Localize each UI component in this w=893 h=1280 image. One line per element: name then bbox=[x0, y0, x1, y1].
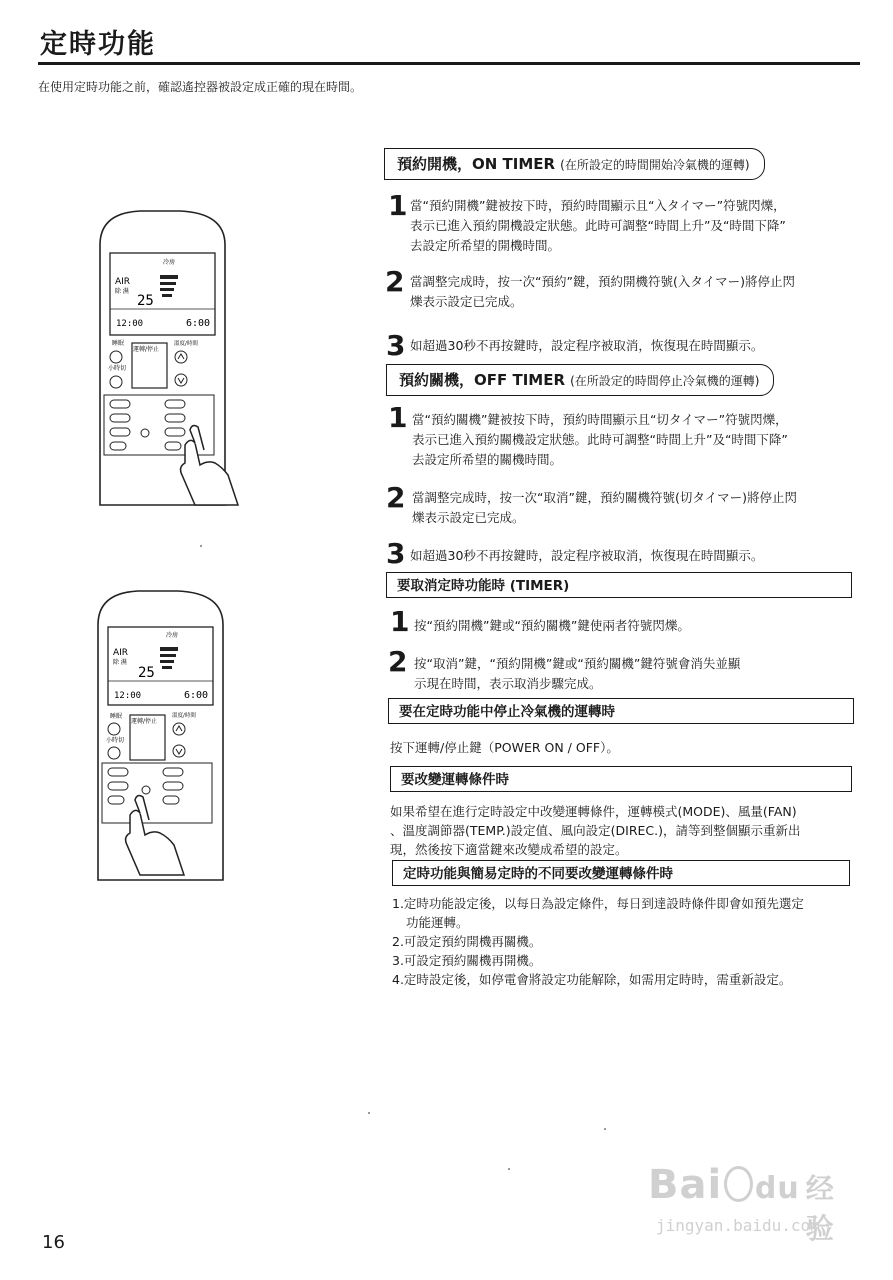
scan-speck bbox=[368, 1112, 370, 1114]
svg-text:除 濕: 除 濕 bbox=[113, 659, 127, 666]
on-step-1-number: 1 bbox=[388, 189, 408, 222]
scan-speck bbox=[508, 1168, 510, 1170]
scan-speck bbox=[200, 545, 202, 547]
watermark-brand: Bai bbox=[648, 1162, 723, 1208]
difference-heading: 定時功能與簡易定時的不同要改變運轉條件時 bbox=[392, 860, 850, 886]
svg-text:小時切: 小時切 bbox=[108, 365, 127, 372]
remote-top-label: 冷房 bbox=[163, 259, 176, 266]
difference-item-4: 4.定時設定後，如停電會將設定功能解除，如需用定時時，需重新設定。 bbox=[392, 972, 792, 987]
on-step-3-number: 3 bbox=[386, 329, 406, 362]
svg-text:AIR: AIR bbox=[113, 648, 129, 658]
svg-text:6:00: 6:00 bbox=[184, 690, 209, 701]
off-step-3-number: 3 bbox=[386, 537, 406, 570]
off-step-2-text: 當調整完成時，按一次“取消”鍵，預約關機符號(切タイマー)將停止閃 爍表示設定已完成。 bbox=[412, 490, 797, 525]
difference-item-3: 3.可設定預約關機再開機。 bbox=[392, 953, 542, 968]
change-conditions-heading: 要改變運轉條件時 bbox=[390, 766, 852, 792]
difference-item-1: 1.定時功能設定後，以每日為設定條件，每日到達設時條件即會如預先選定 bbox=[392, 896, 804, 911]
remote-air-sub: 除 濕 bbox=[115, 288, 129, 295]
cancel-timer-heading: 要取消定時功能時 (TIMER) bbox=[386, 572, 852, 598]
watermark-word: 经验 bbox=[805, 1172, 834, 1245]
svg-text:25: 25 bbox=[138, 665, 155, 681]
off-timer-heading: 預約關機，OFF TIMER (在所設定的時間停止冷氣機的運轉) bbox=[386, 364, 774, 396]
cancel-step-1-text: 按“預約開機”鍵或“預約關機”鍵使兩者符號閃爍。 bbox=[414, 618, 690, 633]
cancel-step-2-text: 按“取消”鍵，“預約開機”鍵或“預約關機”鍵符號會消失並顯 示現在時間，表示取消步驟完成。 bbox=[414, 656, 741, 691]
remote-time-left: 12:00 bbox=[116, 319, 144, 329]
svg-text:睡眠: 睡眠 bbox=[112, 340, 125, 347]
svg-text:冷房: 冷房 bbox=[166, 632, 179, 639]
stop-during-timer-text: 按下運轉/停止鍵（POWER ON / OFF）。 bbox=[390, 740, 619, 755]
paw-icon bbox=[724, 1166, 753, 1202]
on-step-1-text: 當“預約開機”鍵被按下時，預約時間顯示且“入タイマー”符號閃爍， 表示已進入預約開機設定狀態。此時可調整“時間上升”及“時間下降” 去設定所希望的開機時間。 bbox=[410, 198, 786, 253]
difference-item-1-cont: 功能運轉。 bbox=[406, 915, 469, 930]
svg-text:小時切: 小時切 bbox=[106, 737, 125, 744]
change-conditions-text: 如果希望在進行定時設定中改變運轉條件，運轉模式(MODE)、風量(FAN) 、溫度調節器(TEMP.)設定值、風向設定(DIREC.)，請等到整個顯示重新出 現，然後按下適當鍵來改變成希望的設定。 bbox=[390, 804, 801, 857]
cancel-step-1-number: 1 bbox=[390, 605, 410, 638]
difference-list bbox=[392, 894, 862, 989]
svg-text:溫度/時間: 溫度/時間 bbox=[174, 341, 198, 347]
watermark-url: jingyan.baidu.com bbox=[656, 1216, 820, 1235]
scan-speck bbox=[604, 1128, 606, 1130]
off-step-1-number: 1 bbox=[388, 401, 408, 434]
off-step-1-text: 當“預約關機”鍵被按下時，預約時間顯示且“切タイマー”符號閃爍， 表示已進入預約關機設定狀態。此時可調整“時間上升”及“時間下降” 去設定所希望的關機時間。 bbox=[412, 412, 788, 467]
cancel-step-2-number: 2 bbox=[388, 645, 408, 678]
title-rule bbox=[38, 62, 860, 65]
remote-illustration-off-timer bbox=[88, 585, 248, 885]
remote-time-right: 6:00 bbox=[186, 318, 211, 329]
difference-item-2: 2.可設定預約開機再關機。 bbox=[392, 934, 542, 949]
off-step-2-number: 2 bbox=[386, 481, 406, 514]
stop-during-timer-heading: 要在定時功能中停止冷氣機的運轉時 bbox=[388, 698, 854, 724]
remote-air-label: AIR bbox=[115, 277, 131, 287]
intro-text: 在使用定時功能之前，確認遙控器被設定成正確的現在時間。 bbox=[38, 80, 363, 94]
on-step-2-number: 2 bbox=[385, 265, 405, 298]
svg-text:溫度/時間: 溫度/時間 bbox=[172, 713, 196, 719]
page-number: 16 bbox=[42, 1232, 65, 1253]
remote-illustration-on-timer bbox=[90, 205, 250, 525]
svg-text:12:00: 12:00 bbox=[114, 691, 142, 701]
on-timer-heading: 預約開機，ON TIMER (在所設定的時間開始冷氣機的運轉) bbox=[384, 148, 765, 180]
baidu-watermark: Bai du 经验 jingyan.baidu.com bbox=[648, 1150, 848, 1245]
svg-text:睡眠: 睡眠 bbox=[110, 713, 123, 720]
svg-text:運轉/停止: 運轉/停止 bbox=[133, 346, 160, 353]
page-title: 定時功能 bbox=[40, 29, 156, 60]
on-step-2-text: 當調整完成時，按一次“預約”鍵，預約開機符號(入タイマー)將停止閃 爍表示設定已完成。 bbox=[410, 274, 795, 309]
on-step-3-text: 如超過30秒不再按鍵時，設定程序被取消，恢復現在時間顯示。 bbox=[410, 338, 764, 353]
off-step-3-text: 如超過30秒不再按鍵時，設定程序被取消，恢復現在時間顯示。 bbox=[410, 548, 764, 563]
svg-text:運轉/停止: 運轉/停止 bbox=[131, 718, 158, 725]
remote-temp: 25 bbox=[137, 293, 154, 309]
